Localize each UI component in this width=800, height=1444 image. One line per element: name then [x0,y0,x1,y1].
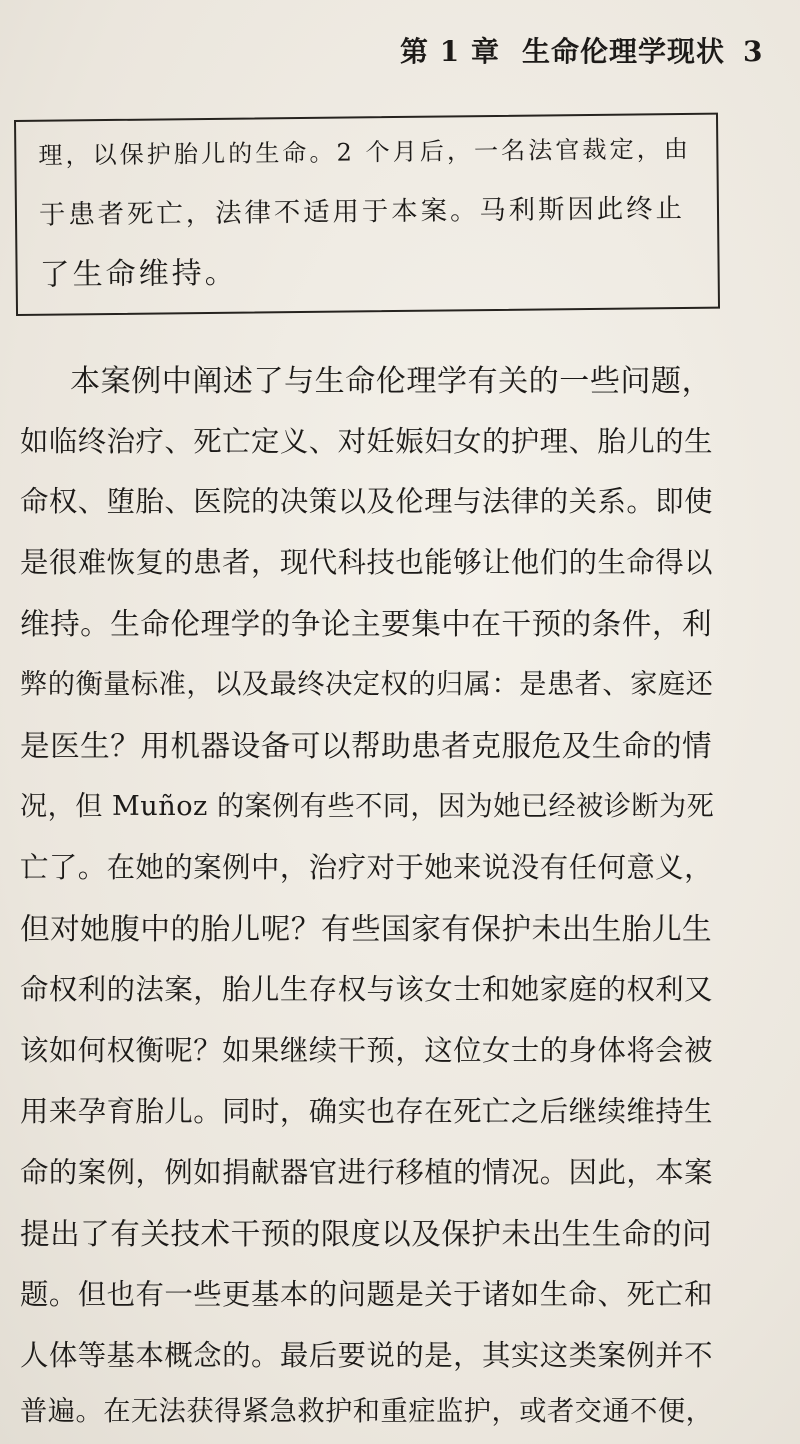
text-line: 弊的衡量标准，以及最终决定权的归属：是患者、家庭还 [20,669,714,700]
page-number: 3 [743,35,764,68]
text-line: 是很难恢复的患者，现代科技也能够让他们的生命得以 [20,546,713,579]
text-line: 题。但也有一些更基本的问题是关于诸如生命、死亡和 [20,1278,713,1311]
box-line: 理，以保护胎儿的生命。2 个月后，一名法官裁定，由 [38,134,692,170]
box-line: 了生命维持。 [39,255,238,293]
text-line: 人体等基本概念的。最后要说的是，其实这类案例并不 [20,1339,713,1372]
chapter-title: 生命伦理学现状 [521,35,725,68]
text-line: 维持。生命伦理学的争论主要集中在干预的条件，利 [20,607,713,641]
case-box [14,113,720,316]
text-line: 但对她腹中的胎儿呢？有些国家有保护未出生胎儿生 [20,912,713,946]
running-header [400,30,764,74]
text-line: 亡了。在她的案例中，治疗对于她来说没有任何意义， [20,851,713,884]
text-line: 命权利的法案，胎儿生存权与该女士和她家庭的权利又 [20,973,713,1006]
text-line: 用来孕育胎儿。同时，确实也存在死亡之后继续维持生 [20,1095,713,1128]
text-line: 普遍。在无法获得紧急救护和重症监护，或者交通不便， [20,1396,714,1427]
text-line: 该如何权衡呢？如果继续干预，这位女士的身体将会被 [20,1034,713,1067]
text-line: 是医生？用机器设备可以帮助患者克服危及生命的情 [20,729,713,763]
box-line: 于患者死亡，法律不适用于本案。马利斯因此终止 [38,193,686,231]
chapter-number: 第 1 章 [400,35,500,68]
text-line: 况，但 Muñoz 的案例有些不同，因为她已经被诊断为死 [20,791,715,822]
text-line: 命的案例，例如捐献器官进行移植的情况。因此，本案 [20,1156,713,1189]
text-line: 提出了有关技术干预的限度以及保护未出生生命的问 [20,1217,713,1251]
text-line: 如临终治疗、死亡定义、对妊娠妇女的护理、胎儿的生 [20,425,713,458]
text-line: 本案例中阐述了与生命伦理学有关的一些问题， [70,364,713,399]
text-line: 命权、堕胎、医院的决策以及伦理与法律的关系。即使 [20,485,713,518]
